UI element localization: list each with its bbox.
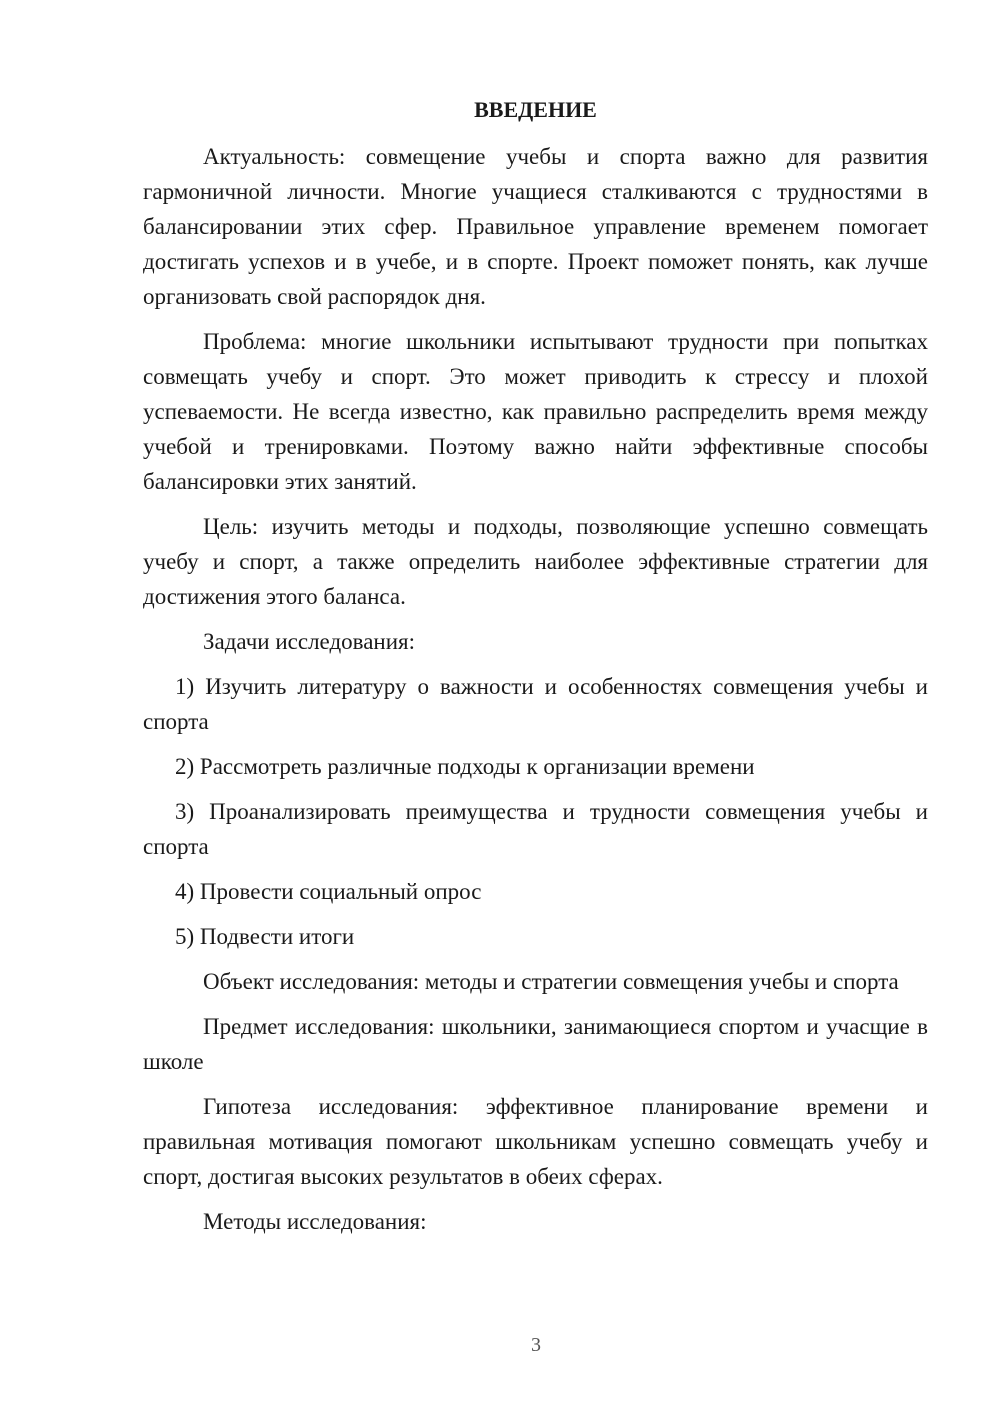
task-item-4: 4) Провести социальный опрос <box>175 879 482 904</box>
task-item-3: 3) Проанализировать преимущества и трудности совмещения учебы и спорта <box>143 799 928 859</box>
document-page <box>143 95 928 1249</box>
problem-paragraph: Проблема: многие школьники испытывают трудности при попытках совмещать учебу и спорт. Это может приводить к стрессу и плохой успеваемости. Не всегда известно, как правильно распределить время между учебой и тренировками. Поэтому важно найти эффективные способы балансировки этих занятий. <box>143 329 928 494</box>
task-item-1: 1) Изучить литературу о важности и особенностях совмещения учебы и спорта <box>143 674 928 734</box>
methods-title: Методы исследования: <box>203 1209 427 1234</box>
hypothesis-paragraph: Гипотеза исследования: эффективное планирование времени и правильная мотивация помогают школьникам успешно совмещать учебу и спорт, достигая высоких результатов в обеих сферах. <box>143 1094 928 1189</box>
task-item-2: 2) Рассмотреть различные подходы к организации времени <box>175 754 755 779</box>
object-paragraph: Объект исследования: методы и стратегии совмещения учебы и спорта <box>203 969 899 994</box>
task-item-5: 5) Подвести итоги <box>175 924 355 949</box>
section-heading: ВВЕДЕНИЕ <box>474 97 597 122</box>
relevance-paragraph: Актуальность: совмещение учебы и спорта важно для развития гармоничной личности. Многие учащиеся сталкиваются с трудностями в балансировании этих сфер. Правильное управление временем помогает достигать успехов и в учебе, и в спорте. Проект поможет понять, как лучше организовать свой распорядок дня. <box>143 144 928 309</box>
page-number: 3 <box>531 1334 541 1356</box>
goal-paragraph: Цель: изучить методы и подходы, позволяющие успешно совмещать учебу и спорт, а также определить наиболее эффективные стратегии для достижения этого баланса. <box>143 514 928 609</box>
subject-paragraph: Предмет исследования: школьники, занимающиеся спортом и учасщие в школе <box>143 1014 928 1074</box>
tasks-title: Задачи исследования: <box>203 629 416 654</box>
